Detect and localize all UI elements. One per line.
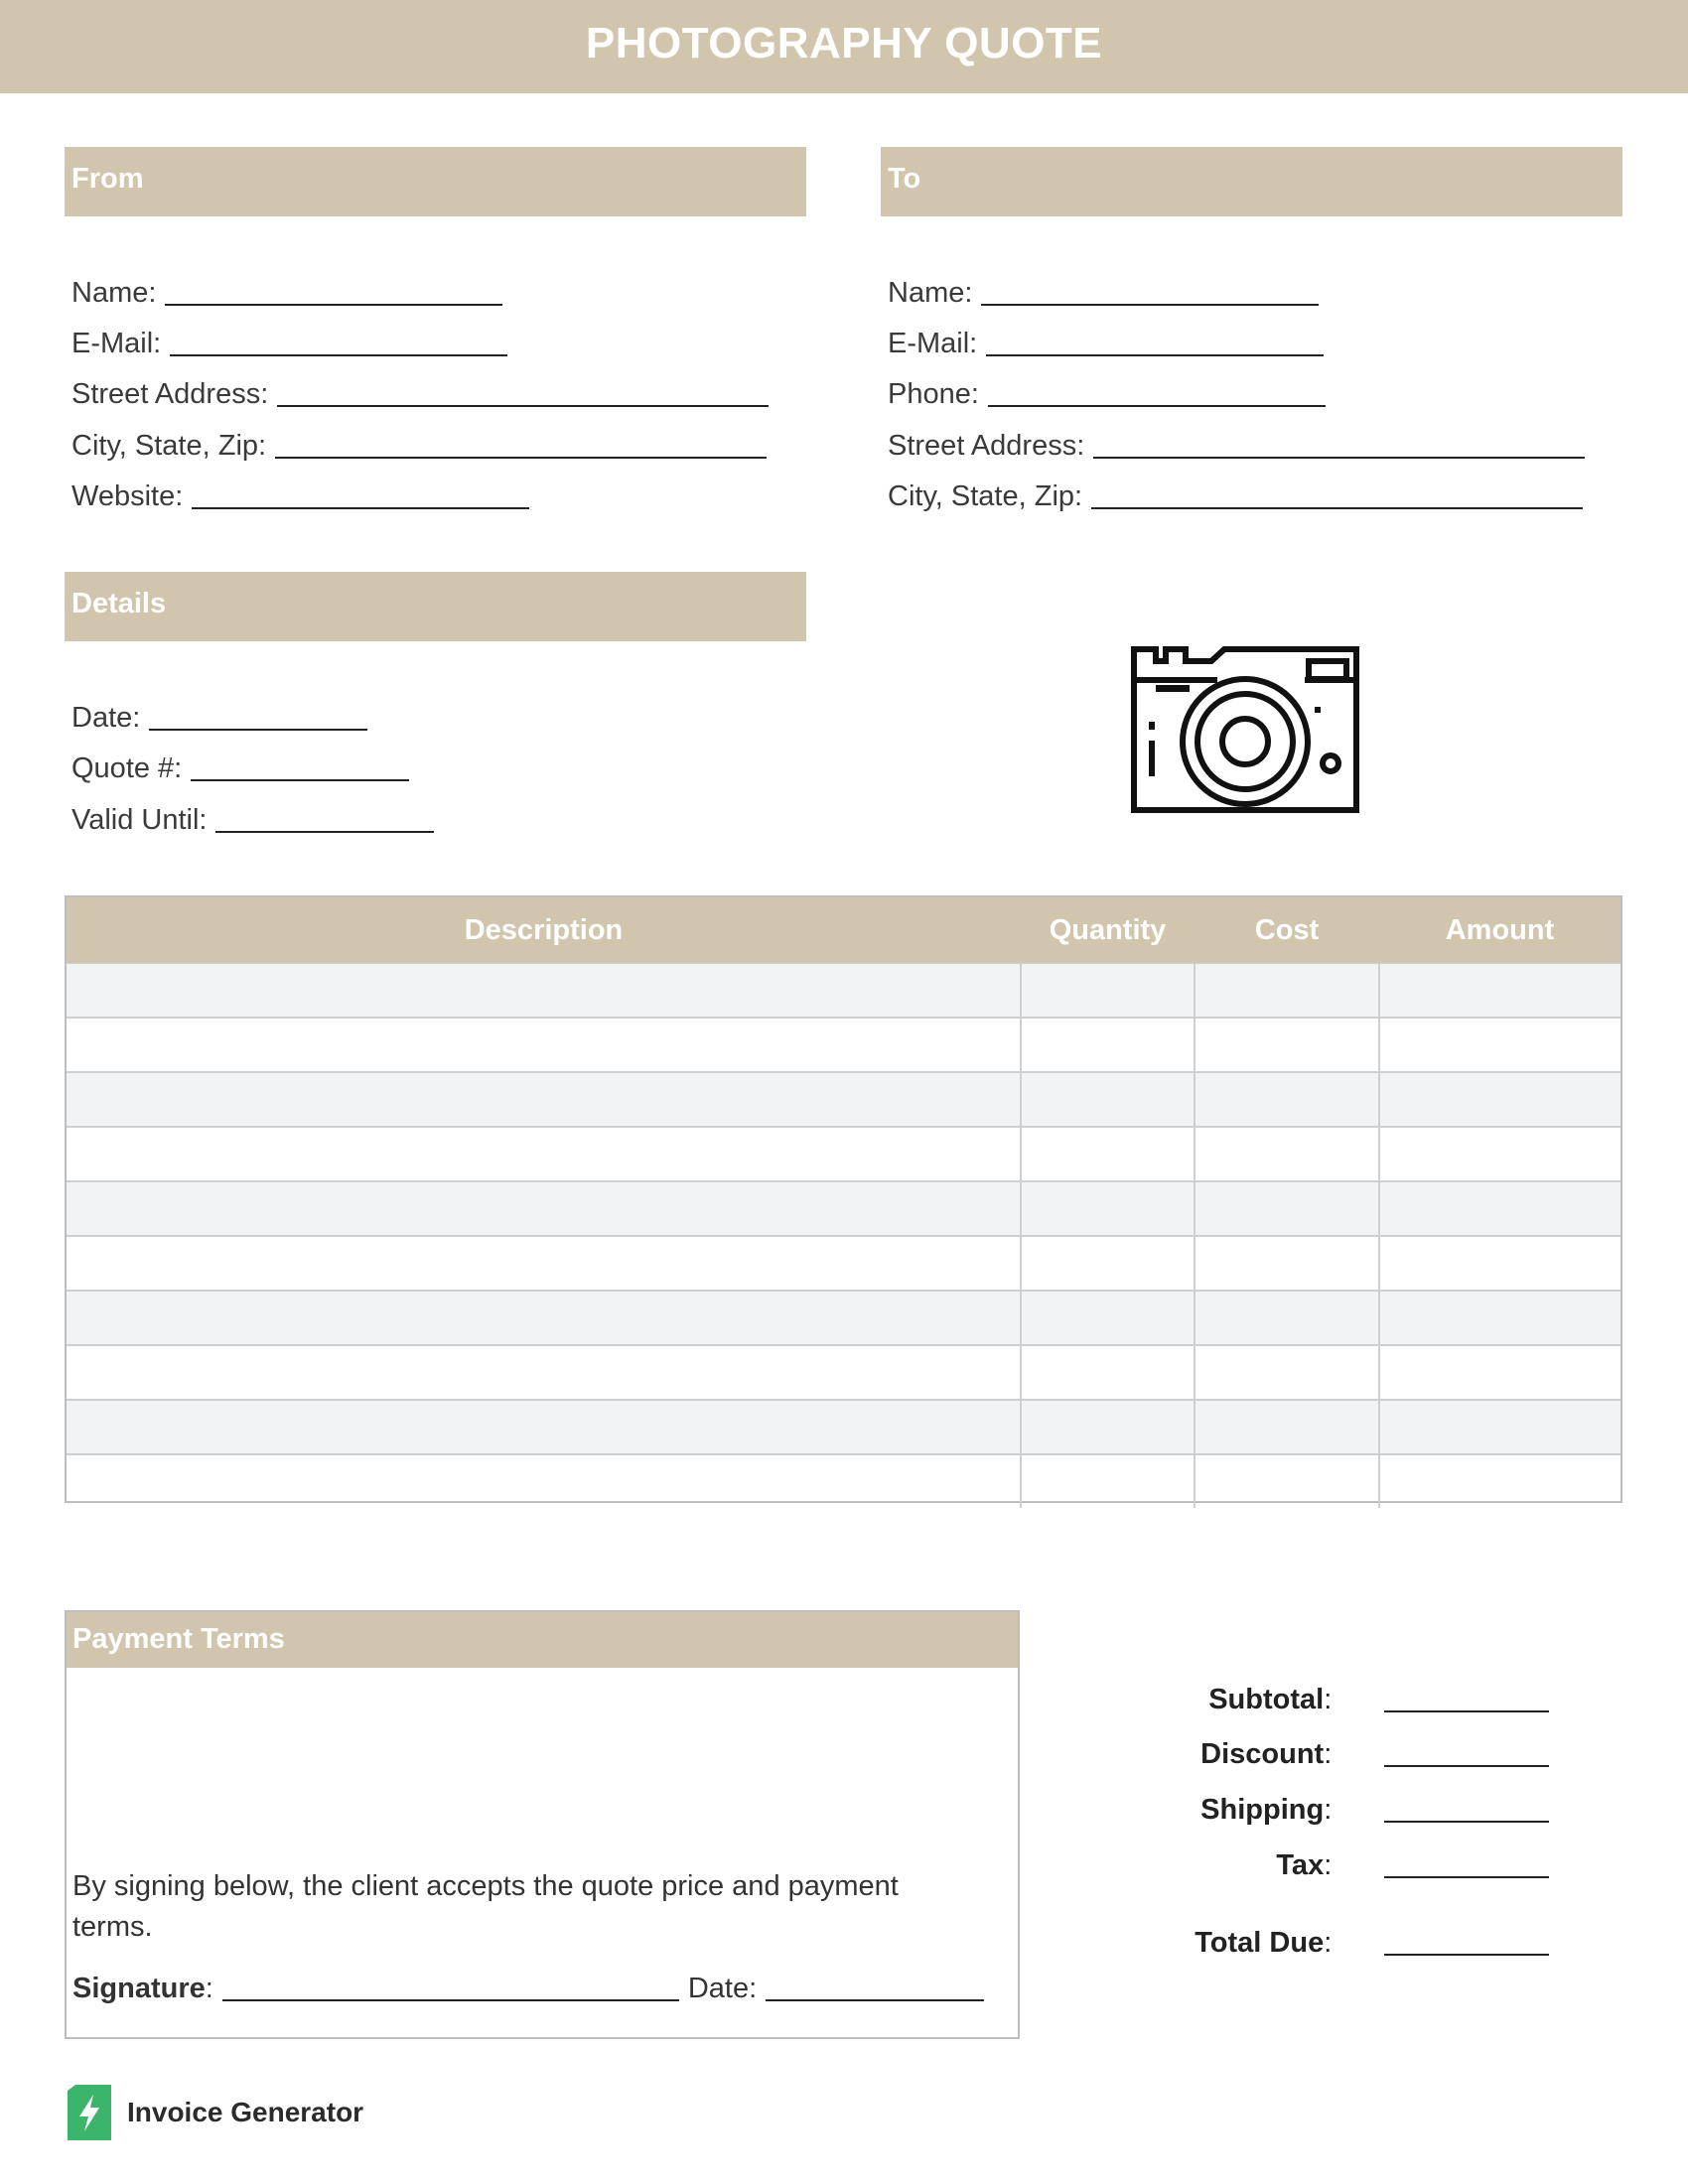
from-name-label: Name:: [71, 277, 157, 309]
to-city-label: City, State, Zip:: [888, 480, 1083, 512]
description-cell[interactable]: [67, 1181, 1021, 1236]
to-header: [881, 147, 1622, 216]
signature-label: Signature: [72, 1973, 206, 2004]
discount-label: Discount: [1200, 1738, 1325, 1770]
description-cell[interactable]: [67, 1072, 1021, 1127]
to-phone-field[interactable]: [888, 371, 1326, 411]
to-name-field[interactable]: [888, 270, 1319, 310]
from-street-field[interactable]: [71, 371, 769, 411]
from-website-field[interactable]: [71, 474, 529, 513]
acceptance-text: By signing below, the client accepts the quote price and payment terms.: [72, 1870, 899, 1943]
cost-cell[interactable]: [1195, 1454, 1379, 1508]
table-row: [67, 1400, 1620, 1454]
amount-cell[interactable]: [1379, 1291, 1620, 1345]
quantity-cell[interactable]: [1021, 1236, 1195, 1291]
total-due-colon: :: [1324, 1927, 1333, 1959]
from-email-label: E-Mail:: [71, 328, 162, 359]
payment-terms-heading: Payment Terms: [72, 1623, 285, 1655]
amount-cell[interactable]: [1379, 1072, 1620, 1127]
tax-row[interactable]: [993, 1843, 1549, 1882]
discount-colon: :: [1324, 1738, 1333, 1770]
from-name-field[interactable]: [71, 270, 502, 310]
table-row: [67, 1127, 1620, 1181]
description-cell[interactable]: [67, 1127, 1021, 1181]
payment-terms-header: [67, 1612, 1018, 1668]
quantity-cell[interactable]: [1021, 1127, 1195, 1181]
amount-cell[interactable]: [1379, 1181, 1620, 1236]
from-header: [65, 147, 806, 216]
table-row: [67, 1018, 1620, 1072]
payment-terms-input[interactable]: [67, 1668, 1018, 1856]
from-website-label: Website:: [71, 480, 184, 512]
col-description: Description: [67, 897, 1021, 964]
from-email-field[interactable]: [71, 321, 507, 360]
description-cell[interactable]: [67, 964, 1021, 1019]
cost-cell[interactable]: [1195, 1345, 1379, 1400]
subtotal-colon: :: [1324, 1684, 1333, 1715]
from-city-label: City, State, Zip:: [71, 430, 267, 462]
description-cell[interactable]: [67, 1345, 1021, 1400]
to-phone-label: Phone:: [888, 378, 979, 410]
details-quote-label: Quote #:: [71, 752, 183, 784]
table-row: [67, 1072, 1620, 1127]
quantity-cell[interactable]: [1021, 1291, 1195, 1345]
footer-brand: [68, 2085, 363, 2140]
cost-cell[interactable]: [1195, 964, 1379, 1019]
cost-cell[interactable]: [1195, 1400, 1379, 1454]
description-cell[interactable]: [67, 1291, 1021, 1345]
details-heading: Details: [71, 588, 167, 619]
to-city-field[interactable]: [888, 474, 1583, 513]
cost-cell[interactable]: [1195, 1127, 1379, 1181]
payment-terms-box: [65, 1610, 1020, 2039]
items-table: [65, 895, 1622, 1503]
details-valid-field[interactable]: [71, 797, 434, 837]
subtotal-label: Subtotal: [1208, 1684, 1325, 1715]
to-email-field[interactable]: [888, 321, 1324, 360]
col-cost: Cost: [1195, 897, 1379, 964]
lightning-bolt-icon: [68, 2085, 111, 2140]
from-city-field[interactable]: [71, 423, 767, 463]
to-email-label: E-Mail:: [888, 328, 978, 359]
description-cell[interactable]: [67, 1018, 1021, 1072]
description-cell[interactable]: [67, 1400, 1021, 1454]
quantity-cell[interactable]: [1021, 1018, 1195, 1072]
details-quote-field[interactable]: [71, 746, 409, 785]
to-street-field[interactable]: [888, 423, 1585, 463]
amount-cell[interactable]: [1379, 1127, 1620, 1181]
cost-cell[interactable]: [1195, 1018, 1379, 1072]
quantity-cell[interactable]: [1021, 964, 1195, 1019]
quantity-cell[interactable]: [1021, 1181, 1195, 1236]
description-cell[interactable]: [67, 1236, 1021, 1291]
discount-row[interactable]: [993, 1731, 1549, 1771]
details-valid-label: Valid Until:: [71, 804, 208, 836]
amount-cell[interactable]: [1379, 1454, 1620, 1508]
tax-label: Tax: [1276, 1849, 1325, 1881]
cost-cell[interactable]: [1195, 1236, 1379, 1291]
table-row: [67, 1454, 1620, 1508]
details-header: [65, 572, 806, 641]
amount-cell[interactable]: [1379, 1345, 1620, 1400]
from-heading: From: [71, 163, 144, 195]
description-cell[interactable]: [67, 1454, 1021, 1508]
cost-cell[interactable]: [1195, 1181, 1379, 1236]
table-row: [67, 1345, 1620, 1400]
shipping-row[interactable]: [993, 1787, 1549, 1827]
shipping-label: Shipping: [1200, 1794, 1325, 1826]
to-street-label: Street Address:: [888, 430, 1085, 462]
details-date-label: Date:: [71, 702, 141, 734]
amount-cell[interactable]: [1379, 964, 1620, 1019]
brand-name: Invoice Generator: [127, 2097, 364, 2127]
to-name-label: Name:: [888, 277, 973, 309]
quantity-cell[interactable]: [1021, 1454, 1195, 1508]
col-amount: Amount: [1379, 897, 1620, 964]
amount-cell[interactable]: [1379, 1236, 1620, 1291]
amount-cell[interactable]: [1379, 1400, 1620, 1454]
table-header-row: [67, 897, 1620, 964]
signature-colon: :: [205, 1973, 213, 2004]
signature-date-line[interactable]: [766, 1972, 984, 2001]
camera-icon: [1130, 643, 1360, 814]
table-row: [67, 1181, 1620, 1236]
quantity-cell[interactable]: [1021, 1345, 1195, 1400]
subtotal-row[interactable]: [993, 1677, 1549, 1716]
to-heading: To: [888, 163, 921, 195]
signature-date-label: Date:: [687, 1973, 758, 2004]
col-quantity: Quantity: [1021, 897, 1195, 964]
page-title: PHOTOGRAPHY QUOTE: [585, 19, 1103, 68]
total-due-row[interactable]: [993, 1920, 1549, 1960]
table-row: [67, 1236, 1620, 1291]
table-row: [67, 1291, 1620, 1345]
total-due-label: Total Due: [1195, 1927, 1325, 1959]
cost-cell[interactable]: [1195, 1291, 1379, 1345]
signature-row[interactable]: [72, 1966, 984, 2005]
tax-colon: :: [1324, 1849, 1333, 1881]
quantity-cell[interactable]: [1021, 1072, 1195, 1127]
shipping-colon: :: [1324, 1794, 1333, 1826]
signature-line[interactable]: [222, 1972, 679, 2001]
amount-cell[interactable]: [1379, 1018, 1620, 1072]
table-row: [67, 964, 1620, 1019]
details-date-field[interactable]: [71, 695, 367, 735]
cost-cell[interactable]: [1195, 1072, 1379, 1127]
quantity-cell[interactable]: [1021, 1400, 1195, 1454]
from-street-label: Street Address:: [71, 378, 269, 410]
